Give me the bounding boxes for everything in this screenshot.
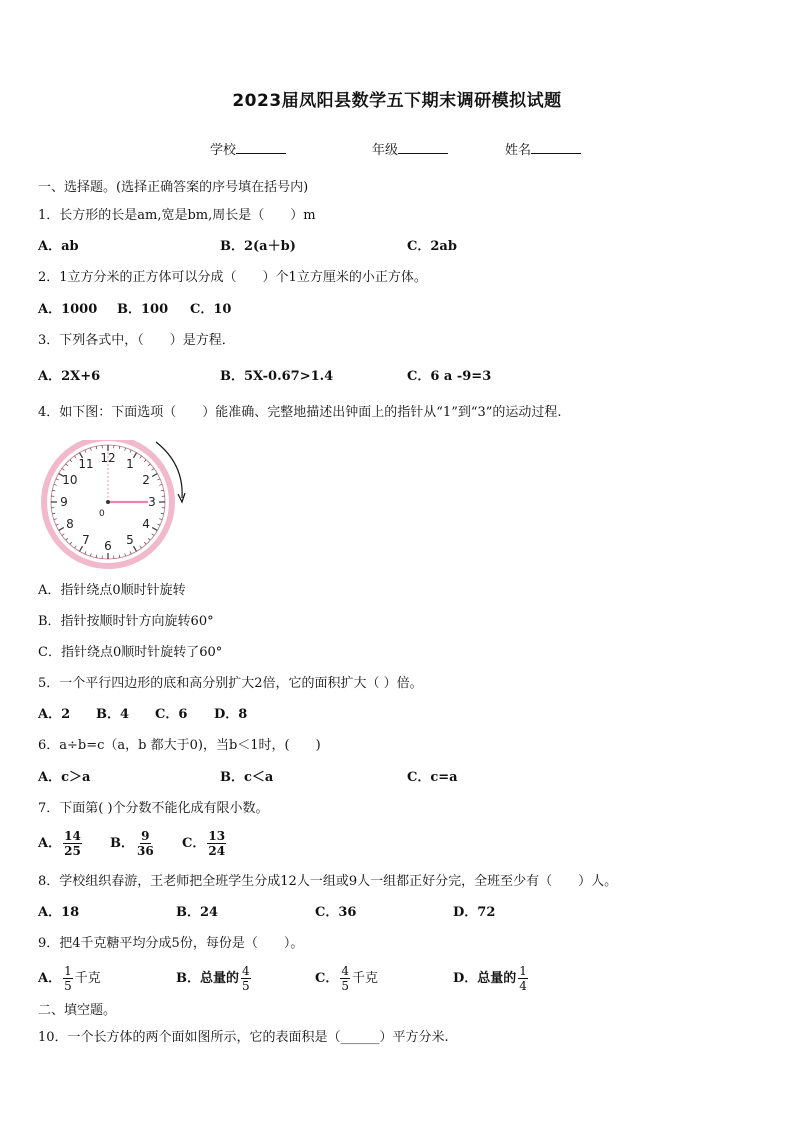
question-9-option-c[interactable]: C． $\frac{4}{5}$ 千克 xyxy=(315,964,379,993)
clock-number: 1 xyxy=(126,456,134,471)
question-6-option-c[interactable]: C．c=a xyxy=(407,770,458,785)
question-3-option-c[interactable]: C．6 a -9=3 xyxy=(407,369,492,384)
question-5-option-a[interactable]: A．2 xyxy=(38,707,71,722)
fraction: $\frac{4}{5}$ xyxy=(242,964,250,993)
question-4-option-c[interactable]: C．指针绕点0顺时针旋转了60° xyxy=(38,645,223,660)
clock-number: 2 xyxy=(142,473,150,487)
clock-number: 10 xyxy=(62,473,78,487)
fraction: $\frac{14}{25}$ xyxy=(64,829,81,858)
question-3-option-b[interactable]: B．5X-0.67>1.4 xyxy=(220,369,334,384)
question-6-stem: 6．a÷b=c（a，b 都大于0)，当b＜1时，( ) xyxy=(38,738,321,753)
question-6-option-a[interactable]: A．c＞a xyxy=(38,770,91,785)
clock-number: 9 xyxy=(60,495,68,509)
question-9-option-b[interactable]: B．总量的 $\frac{4}{5}$ xyxy=(176,964,250,993)
clock-number: 8 xyxy=(66,517,74,531)
question-4-option-a[interactable]: A．指针绕点0顺时针旋转 xyxy=(38,583,186,598)
section-heading-fill: 二、填空题。 xyxy=(38,1003,117,1018)
school-field[interactable]: 学校 xyxy=(210,140,286,161)
question-1-option-b[interactable]: B．2(a＋b) xyxy=(220,239,296,254)
clock-number: 5 xyxy=(126,533,134,548)
question-2-stem: 2．1立方分米的正方体可以分成（ ）个1立方厘米的小正方体。 xyxy=(38,270,427,285)
question-7-option-c[interactable]: C． $\frac{13}{24}$ xyxy=(182,829,226,858)
question-7-stem: 7．下面第( )个分数不能化成有限小数。 xyxy=(38,801,269,816)
clock-number: 6 xyxy=(104,539,112,553)
question-3-stem: 3．下列各式中，（ ）是方程． xyxy=(38,333,235,348)
fraction: $\frac{1}{4}$ xyxy=(519,964,527,993)
question-4-option-b[interactable]: B．指针按顺时针方向旋转60° xyxy=(38,614,214,629)
question-8-option-a[interactable]: A．18 xyxy=(38,905,80,920)
question-9-option-a[interactable]: A． $\frac{1}{5}$ 千克 xyxy=(38,964,101,993)
clock-number: 4 xyxy=(142,517,150,531)
question-9-stem: 9．把4千克糖平均分成5份，每份是（ ）。 xyxy=(38,936,304,951)
question-1-option-c[interactable]: C．2ab xyxy=(407,239,457,254)
name-field[interactable]: 姓名 xyxy=(505,140,581,161)
clock-center-label: 0 xyxy=(99,509,105,519)
section-heading-choice: 一、选择题。(选择正确答案的序号填在括号内) xyxy=(38,180,309,195)
clock-number: 3 xyxy=(148,495,156,509)
question-8-option-b[interactable]: B．24 xyxy=(176,905,219,920)
question-1-option-a[interactable]: A．ab xyxy=(38,239,79,254)
fraction: $\frac{9}{36}$ xyxy=(137,829,154,858)
question-5-option-b[interactable]: B．4 xyxy=(96,707,130,722)
clock-figure xyxy=(38,440,188,575)
question-3-option-a[interactable]: A．2X+6 xyxy=(38,369,101,384)
question-8-option-d[interactable]: D．72 xyxy=(453,905,496,920)
question-9-option-d[interactable]: D．总量的 $\frac{1}{4}$ xyxy=(453,964,527,993)
fraction: $\frac{4}{5}$ xyxy=(341,964,349,993)
question-7-option-a[interactable]: A． $\frac{14}{25}$ xyxy=(38,829,81,858)
question-6-option-b[interactable]: B．c＜a xyxy=(220,770,274,785)
clock-number: 11 xyxy=(78,456,94,471)
question-8-stem: 8．学校组织春游，王老师把全班学生分成12人一组或9人一组都正好分完，全班至少有（ ）人。 xyxy=(38,874,618,889)
clock-number: 12 xyxy=(100,451,116,465)
question-2-option-c[interactable]: C．10 xyxy=(190,302,232,317)
question-5-option-c[interactable]: C．6 xyxy=(155,707,188,722)
question-2-option-a[interactable]: A．1000 xyxy=(38,302,98,317)
question-4-stem: 4．如下图：下面选项（ ）能准确、完整地描述出钟面上的指针从“1”到“3”的运动过程. xyxy=(38,405,562,420)
grade-field[interactable]: 年级 xyxy=(372,140,448,161)
question-2-option-b[interactable]: B．100 xyxy=(117,302,169,317)
clock-number: 7 xyxy=(82,533,90,548)
question-5-option-d[interactable]: D．8 xyxy=(214,707,248,722)
question-8-option-c[interactable]: C．36 xyxy=(315,905,357,920)
question-10-stem: 10．一个长方体的两个面如图所示，它的表面积是（______）平方分米. xyxy=(38,1030,449,1045)
question-1-stem: 1．长方形的长是am,宽是bm,周长是（ ）m xyxy=(38,208,316,223)
fraction: $\frac{1}{5}$ xyxy=(64,964,72,993)
fraction: $\frac{13}{24}$ xyxy=(208,829,226,858)
question-7-option-b[interactable]: B． $\frac{9}{36}$ xyxy=(110,829,154,858)
question-5-stem: 5．一个平行四边形的底和高分别扩大2倍，它的面积扩大（ ）倍。 xyxy=(38,676,423,691)
page-title: 2023届凤阳县数学五下期末调研模拟试题 xyxy=(232,91,562,111)
clock-center xyxy=(106,500,110,504)
